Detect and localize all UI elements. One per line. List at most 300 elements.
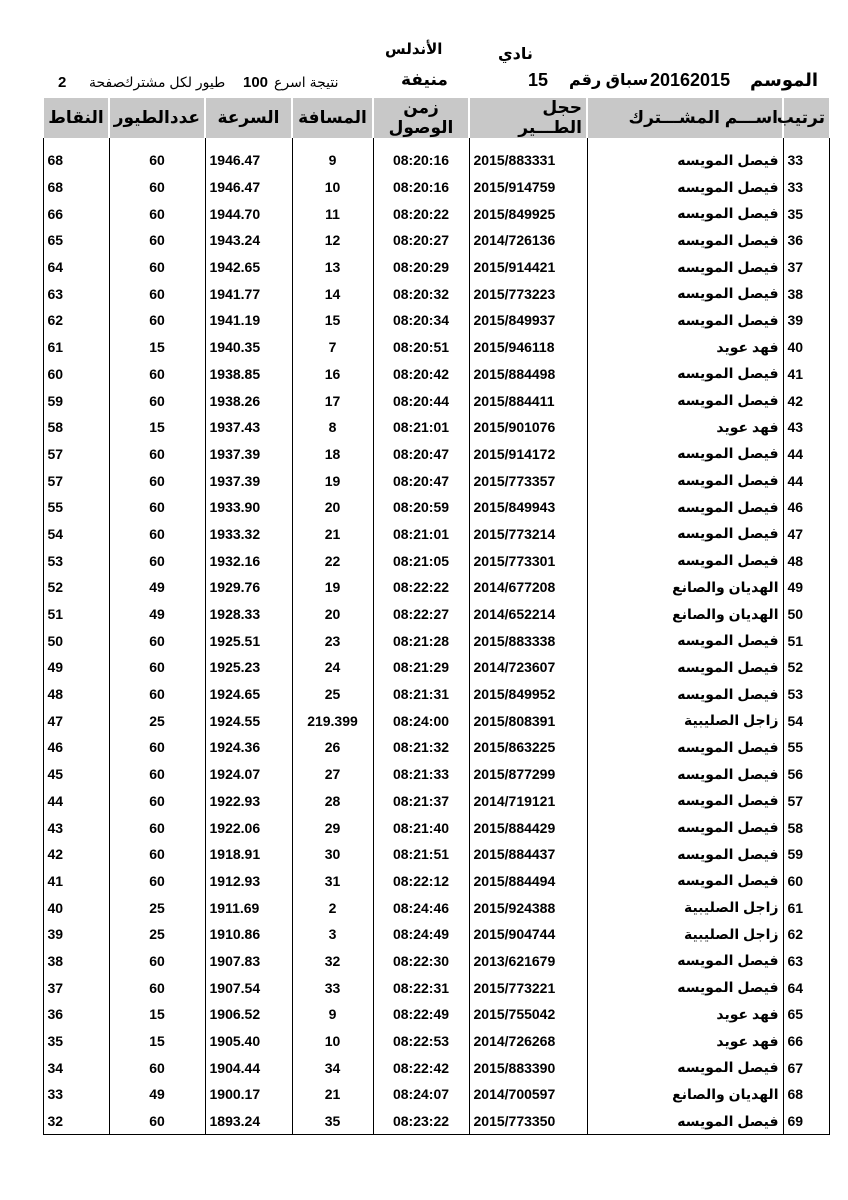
cell-member: فيصل المويسه bbox=[587, 254, 783, 281]
cell-arrival: 08:20:29 bbox=[373, 254, 469, 281]
cell-ring: 2015/901076 bbox=[469, 414, 587, 441]
table-row bbox=[43, 494, 829, 521]
cell-speed: 1940.35 bbox=[205, 334, 292, 361]
cell-member: الهديان والصانع bbox=[587, 574, 783, 601]
cell-rank: 57 bbox=[783, 788, 829, 815]
cell-points: 47 bbox=[43, 707, 109, 734]
cell-rank: 49 bbox=[783, 574, 829, 601]
cell-points: 57 bbox=[43, 467, 109, 494]
table-row bbox=[43, 1028, 829, 1055]
cell-member: فيصل المويسه bbox=[587, 974, 783, 1001]
cell-speed: 1946.47 bbox=[205, 174, 292, 201]
cell-points: 32 bbox=[43, 1108, 109, 1135]
table-row bbox=[43, 521, 829, 548]
cell-arrival: 08:22:53 bbox=[373, 1028, 469, 1055]
cell-rank: 40 bbox=[783, 334, 829, 361]
cell-ring: 2015/849952 bbox=[469, 681, 587, 708]
season-value: 20162015 bbox=[650, 70, 731, 90]
cell-points: 34 bbox=[43, 1054, 109, 1081]
table-row bbox=[43, 307, 829, 334]
cell-rank: 55 bbox=[783, 734, 829, 761]
cell-distance: 24 bbox=[292, 654, 373, 681]
cell-birds: 60 bbox=[109, 948, 205, 975]
cell-birds: 15 bbox=[109, 334, 205, 361]
cell-birds: 60 bbox=[109, 280, 205, 307]
location: منيفة bbox=[401, 70, 448, 89]
cell-ring: 2015/883338 bbox=[469, 627, 587, 654]
cell-rank: 46 bbox=[783, 494, 829, 521]
cell-distance: 2 bbox=[292, 894, 373, 921]
cell-distance: 33 bbox=[292, 974, 373, 1001]
cell-distance: 31 bbox=[292, 868, 373, 895]
cell-ring: 2015/884494 bbox=[469, 868, 587, 895]
cell-rank: 44 bbox=[783, 467, 829, 494]
cell-birds: 60 bbox=[109, 174, 205, 201]
cell-ring: 2015/914421 bbox=[469, 254, 587, 281]
cell-ring: 2015/884437 bbox=[469, 841, 587, 868]
cell-speed: 1911.69 bbox=[205, 894, 292, 921]
cell-birds: 60 bbox=[109, 200, 205, 227]
cell-points: 58 bbox=[43, 414, 109, 441]
cell-birds: 60 bbox=[109, 254, 205, 281]
cell-birds: 60 bbox=[109, 361, 205, 388]
table-row bbox=[43, 814, 829, 841]
cell-points: 61 bbox=[43, 334, 109, 361]
cell-birds: 49 bbox=[109, 601, 205, 628]
cell-rank: 33 bbox=[783, 174, 829, 201]
cell-rank: 67 bbox=[783, 1054, 829, 1081]
cell-speed: 1924.65 bbox=[205, 681, 292, 708]
cell-member: فيصل المويسه bbox=[587, 280, 783, 307]
cell-speed: 1928.33 bbox=[205, 601, 292, 628]
table-row bbox=[43, 280, 829, 307]
cell-speed: 1937.39 bbox=[205, 467, 292, 494]
table-row bbox=[43, 681, 829, 708]
cell-rank: 54 bbox=[783, 707, 829, 734]
cell-arrival: 08:22:31 bbox=[373, 974, 469, 1001]
cell-arrival: 08:20:34 bbox=[373, 307, 469, 334]
cell-birds: 60 bbox=[109, 868, 205, 895]
cell-member: فيصل المويسه bbox=[587, 681, 783, 708]
cell-distance: 28 bbox=[292, 788, 373, 815]
cell-distance: 12 bbox=[292, 227, 373, 254]
cell-rank: 68 bbox=[783, 1081, 829, 1108]
cell-distance: 9 bbox=[292, 147, 373, 174]
cell-points: 33 bbox=[43, 1081, 109, 1108]
table-row bbox=[43, 841, 829, 868]
table-row bbox=[43, 734, 829, 761]
cell-rank: 52 bbox=[783, 654, 829, 681]
cell-points: 55 bbox=[43, 494, 109, 521]
cell-ring: 2015/773357 bbox=[469, 467, 587, 494]
cell-rank: 64 bbox=[783, 974, 829, 1001]
cell-rank: 44 bbox=[783, 441, 829, 468]
cell-rank: 36 bbox=[783, 227, 829, 254]
cell-points: 65 bbox=[43, 227, 109, 254]
table-row bbox=[43, 788, 829, 815]
col-rank: ترتيب bbox=[783, 98, 829, 138]
table-row bbox=[43, 547, 829, 574]
cell-distance: 9 bbox=[292, 1001, 373, 1028]
cell-member: فيصل المويسه bbox=[587, 361, 783, 388]
cell-points: 60 bbox=[43, 361, 109, 388]
cell-speed: 1924.55 bbox=[205, 707, 292, 734]
cell-rank: 69 bbox=[783, 1108, 829, 1135]
cell-points: 45 bbox=[43, 761, 109, 788]
cell-distance: 18 bbox=[292, 441, 373, 468]
cell-member: فيصل المويسه bbox=[587, 814, 783, 841]
table-row bbox=[43, 1081, 829, 1108]
cell-distance: 21 bbox=[292, 1081, 373, 1108]
cell-speed: 1944.70 bbox=[205, 200, 292, 227]
cell-member: فيصل المويسه bbox=[587, 547, 783, 574]
cell-ring: 2014/726268 bbox=[469, 1028, 587, 1055]
cell-points: 52 bbox=[43, 574, 109, 601]
table-row bbox=[43, 1001, 829, 1028]
cell-points: 39 bbox=[43, 921, 109, 948]
cell-distance: 15 bbox=[292, 307, 373, 334]
cell-arrival: 08:22:22 bbox=[373, 574, 469, 601]
table-row bbox=[43, 761, 829, 788]
table-row bbox=[43, 414, 829, 441]
cell-arrival: 08:20:27 bbox=[373, 227, 469, 254]
col-distance: المسافة bbox=[292, 98, 373, 138]
cell-arrival: 08:20:47 bbox=[373, 441, 469, 468]
cell-points: 53 bbox=[43, 547, 109, 574]
cell-arrival: 08:23:22 bbox=[373, 1108, 469, 1135]
cell-arrival: 08:21:01 bbox=[373, 414, 469, 441]
cell-points: 63 bbox=[43, 280, 109, 307]
cell-points: 43 bbox=[43, 814, 109, 841]
cell-birds: 60 bbox=[109, 841, 205, 868]
cell-birds: 60 bbox=[109, 307, 205, 334]
cell-member: فيصل المويسه bbox=[587, 734, 783, 761]
result-count: 100 bbox=[243, 74, 269, 91]
col-arrival: زمن الوصول bbox=[373, 98, 469, 138]
table-row bbox=[43, 574, 829, 601]
cell-distance: 11 bbox=[292, 200, 373, 227]
cell-points: 42 bbox=[43, 841, 109, 868]
cell-rank: 65 bbox=[783, 1001, 829, 1028]
cell-member: فيصل المويسه bbox=[587, 1054, 783, 1081]
cell-speed: 1925.23 bbox=[205, 654, 292, 681]
race-label: سباق رقم bbox=[569, 72, 649, 89]
cell-ring: 2015/773301 bbox=[469, 547, 587, 574]
cell-rank: 58 bbox=[783, 814, 829, 841]
cell-points: 40 bbox=[43, 894, 109, 921]
cell-points: 59 bbox=[43, 387, 109, 414]
cell-arrival: 08:20:16 bbox=[373, 174, 469, 201]
cell-points: 41 bbox=[43, 868, 109, 895]
cell-speed: 1932.16 bbox=[205, 547, 292, 574]
cell-birds: 60 bbox=[109, 627, 205, 654]
cell-rank: 50 bbox=[783, 601, 829, 628]
cell-ring: 2015/904744 bbox=[469, 921, 587, 948]
cell-arrival: 08:20:22 bbox=[373, 200, 469, 227]
cell-points: 46 bbox=[43, 734, 109, 761]
cell-arrival: 08:22:42 bbox=[373, 1054, 469, 1081]
cell-member: زاجل الصليبية bbox=[587, 707, 783, 734]
cell-birds: 60 bbox=[109, 814, 205, 841]
spacer-row bbox=[43, 138, 829, 147]
table-row bbox=[43, 707, 829, 734]
cell-distance: 25 bbox=[292, 681, 373, 708]
cell-arrival: 08:21:32 bbox=[373, 734, 469, 761]
cell-member: فيصل المويسه bbox=[587, 868, 783, 895]
col-points: النقاط bbox=[43, 98, 109, 138]
cell-ring: 2014/677208 bbox=[469, 574, 587, 601]
cell-birds: 60 bbox=[109, 441, 205, 468]
table-row bbox=[43, 627, 829, 654]
cell-ring: 2015/849937 bbox=[469, 307, 587, 334]
cell-member: فيصل المويسه bbox=[587, 521, 783, 548]
cell-speed: 1941.77 bbox=[205, 280, 292, 307]
cell-points: 36 bbox=[43, 1001, 109, 1028]
cell-points: 64 bbox=[43, 254, 109, 281]
cell-speed: 1907.83 bbox=[205, 948, 292, 975]
table-row bbox=[43, 868, 829, 895]
cell-ring: 2015/773221 bbox=[469, 974, 587, 1001]
cell-distance: 19 bbox=[292, 467, 373, 494]
cell-ring: 2015/863225 bbox=[469, 734, 587, 761]
cell-speed: 1910.86 bbox=[205, 921, 292, 948]
cell-distance: 10 bbox=[292, 1028, 373, 1055]
cell-ring: 2015/883390 bbox=[469, 1054, 587, 1081]
table-row bbox=[43, 441, 829, 468]
cell-ring: 2015/877299 bbox=[469, 761, 587, 788]
table-row bbox=[43, 334, 829, 361]
cell-arrival: 08:21:51 bbox=[373, 841, 469, 868]
cell-distance: 26 bbox=[292, 734, 373, 761]
cell-arrival: 08:22:49 bbox=[373, 1001, 469, 1028]
cell-distance: 20 bbox=[292, 494, 373, 521]
cell-points: 49 bbox=[43, 654, 109, 681]
cell-ring: 2014/726136 bbox=[469, 227, 587, 254]
cell-points: 68 bbox=[43, 174, 109, 201]
cell-distance: 19 bbox=[292, 574, 373, 601]
cell-arrival: 08:20:59 bbox=[373, 494, 469, 521]
table-row bbox=[43, 974, 829, 1001]
cell-member: فهد عويد bbox=[587, 1001, 783, 1028]
table-row bbox=[43, 1108, 829, 1135]
cell-speed: 1943.24 bbox=[205, 227, 292, 254]
cell-distance: 27 bbox=[292, 761, 373, 788]
cell-rank: 41 bbox=[783, 361, 829, 388]
cell-rank: 63 bbox=[783, 948, 829, 975]
cell-arrival: 08:22:27 bbox=[373, 601, 469, 628]
cell-points: 35 bbox=[43, 1028, 109, 1055]
cell-points: 54 bbox=[43, 521, 109, 548]
cell-speed: 1893.24 bbox=[205, 1108, 292, 1135]
table-row bbox=[43, 227, 829, 254]
cell-ring: 2015/808391 bbox=[469, 707, 587, 734]
cell-ring: 2015/884498 bbox=[469, 361, 587, 388]
cell-arrival: 08:21:29 bbox=[373, 654, 469, 681]
cell-member: فيصل المويسه bbox=[587, 174, 783, 201]
cell-arrival: 08:22:12 bbox=[373, 868, 469, 895]
table-row bbox=[43, 1054, 829, 1081]
cell-rank: 60 bbox=[783, 868, 829, 895]
cell-birds: 60 bbox=[109, 227, 205, 254]
cell-member: فيصل المويسه bbox=[587, 467, 783, 494]
cell-member: زاجل الصليبية bbox=[587, 921, 783, 948]
cell-distance: 10 bbox=[292, 174, 373, 201]
cell-distance: 8 bbox=[292, 414, 373, 441]
table-row bbox=[43, 921, 829, 948]
cell-rank: 47 bbox=[783, 521, 829, 548]
cell-ring: 2014/700597 bbox=[469, 1081, 587, 1108]
cell-member: فيصل المويسه bbox=[587, 1108, 783, 1135]
cell-rank: 48 bbox=[783, 547, 829, 574]
per-member-label: طيور لكل مشترك bbox=[122, 74, 226, 90]
page-label: صفحة bbox=[89, 74, 125, 90]
table-row bbox=[43, 894, 829, 921]
cell-distance: 17 bbox=[292, 387, 373, 414]
cell-ring: 2015/914759 bbox=[469, 174, 587, 201]
cell-member: فيصل المويسه bbox=[587, 147, 783, 174]
cell-arrival: 08:24:00 bbox=[373, 707, 469, 734]
cell-birds: 60 bbox=[109, 734, 205, 761]
cell-birds: 60 bbox=[109, 1108, 205, 1135]
cell-arrival: 08:21:37 bbox=[373, 788, 469, 815]
cell-birds: 60 bbox=[109, 494, 205, 521]
cell-rank: 38 bbox=[783, 280, 829, 307]
cell-arrival: 08:21:31 bbox=[373, 681, 469, 708]
cell-member: فيصل المويسه bbox=[587, 441, 783, 468]
cell-arrival: 08:21:05 bbox=[373, 547, 469, 574]
cell-arrival: 08:21:28 bbox=[373, 627, 469, 654]
cell-ring: 2015/849925 bbox=[469, 200, 587, 227]
cell-speed: 1905.40 bbox=[205, 1028, 292, 1055]
cell-member: فهد عويد bbox=[587, 1028, 783, 1055]
cell-points: 48 bbox=[43, 681, 109, 708]
cell-distance: 32 bbox=[292, 948, 373, 975]
cell-speed: 1925.51 bbox=[205, 627, 292, 654]
cell-speed: 1937.39 bbox=[205, 441, 292, 468]
cell-birds: 60 bbox=[109, 521, 205, 548]
cell-points: 68 bbox=[43, 147, 109, 174]
cell-rank: 56 bbox=[783, 761, 829, 788]
cell-distance: 16 bbox=[292, 361, 373, 388]
cell-speed: 1922.93 bbox=[205, 788, 292, 815]
cell-rank: 42 bbox=[783, 387, 829, 414]
cell-birds: 15 bbox=[109, 1028, 205, 1055]
cell-arrival: 08:20:47 bbox=[373, 467, 469, 494]
cell-birds: 60 bbox=[109, 147, 205, 174]
cell-arrival: 08:20:44 bbox=[373, 387, 469, 414]
cell-arrival: 08:24:46 bbox=[373, 894, 469, 921]
cell-distance: 29 bbox=[292, 814, 373, 841]
cell-member: فهد عويد bbox=[587, 334, 783, 361]
cell-speed: 1937.43 bbox=[205, 414, 292, 441]
cell-ring: 2015/883331 bbox=[469, 147, 587, 174]
cell-points: 38 bbox=[43, 948, 109, 975]
cell-distance: 3 bbox=[292, 921, 373, 948]
header-row bbox=[43, 98, 829, 138]
cell-rank: 59 bbox=[783, 841, 829, 868]
cell-ring: 2015/946118 bbox=[469, 334, 587, 361]
cell-points: 57 bbox=[43, 441, 109, 468]
table-row bbox=[43, 254, 829, 281]
cell-birds: 49 bbox=[109, 574, 205, 601]
cell-speed: 1938.85 bbox=[205, 361, 292, 388]
results-table bbox=[42, 98, 830, 1135]
cell-speed: 1946.47 bbox=[205, 147, 292, 174]
season-label: الموسم bbox=[750, 70, 819, 90]
cell-distance: 21 bbox=[292, 521, 373, 548]
table-row bbox=[43, 654, 829, 681]
cell-rank: 66 bbox=[783, 1028, 829, 1055]
cell-ring: 2015/849943 bbox=[469, 494, 587, 521]
cell-distance: 30 bbox=[292, 841, 373, 868]
cell-points: 66 bbox=[43, 200, 109, 227]
cell-member: فيصل المويسه bbox=[587, 841, 783, 868]
cell-birds: 60 bbox=[109, 761, 205, 788]
cell-arrival: 08:21:40 bbox=[373, 814, 469, 841]
cell-speed: 1904.44 bbox=[205, 1054, 292, 1081]
result-label: نتيجة اسرع bbox=[274, 74, 339, 90]
cell-member: فيصل المويسه bbox=[587, 948, 783, 975]
cell-rank: 61 bbox=[783, 894, 829, 921]
table-row bbox=[43, 147, 829, 174]
cell-ring: 2014/723607 bbox=[469, 654, 587, 681]
cell-ring: 2015/924388 bbox=[469, 894, 587, 921]
cell-member: فهد عويد bbox=[587, 414, 783, 441]
cell-distance: 35 bbox=[292, 1108, 373, 1135]
cell-rank: 37 bbox=[783, 254, 829, 281]
cell-arrival: 08:24:49 bbox=[373, 921, 469, 948]
table-row bbox=[43, 387, 829, 414]
cell-speed: 1918.91 bbox=[205, 841, 292, 868]
table-row bbox=[43, 174, 829, 201]
cell-arrival: 08:21:01 bbox=[373, 521, 469, 548]
cell-ring: 2014/652214 bbox=[469, 601, 587, 628]
cell-birds: 60 bbox=[109, 681, 205, 708]
cell-birds: 60 bbox=[109, 974, 205, 1001]
cell-points: 44 bbox=[43, 788, 109, 815]
cell-ring: 2015/884411 bbox=[469, 387, 587, 414]
cell-member: فيصل المويسه bbox=[587, 200, 783, 227]
cell-ring: 2015/914172 bbox=[469, 441, 587, 468]
cell-speed: 1912.93 bbox=[205, 868, 292, 895]
cell-speed: 1922.06 bbox=[205, 814, 292, 841]
cell-distance: 23 bbox=[292, 627, 373, 654]
cell-birds: 60 bbox=[109, 1054, 205, 1081]
cell-birds: 15 bbox=[109, 1001, 205, 1028]
cell-speed: 1924.36 bbox=[205, 734, 292, 761]
cell-ring: 2015/773350 bbox=[469, 1108, 587, 1135]
cell-birds: 60 bbox=[109, 547, 205, 574]
cell-ring: 2015/755042 bbox=[469, 1001, 587, 1028]
club-label: نادي bbox=[498, 46, 533, 63]
cell-points: 51 bbox=[43, 601, 109, 628]
cell-rank: 33 bbox=[783, 147, 829, 174]
cell-birds: 25 bbox=[109, 921, 205, 948]
cell-arrival: 08:21:33 bbox=[373, 761, 469, 788]
cell-member: فيصل المويسه bbox=[587, 654, 783, 681]
cell-speed: 1942.65 bbox=[205, 254, 292, 281]
cell-distance: 22 bbox=[292, 547, 373, 574]
cell-speed: 1941.19 bbox=[205, 307, 292, 334]
col-ring: حجل الطـــير bbox=[469, 98, 587, 138]
cell-rank: 35 bbox=[783, 200, 829, 227]
cell-points: 50 bbox=[43, 627, 109, 654]
cell-member: فيصل المويسه bbox=[587, 788, 783, 815]
cell-ring: 2015/773223 bbox=[469, 280, 587, 307]
cell-distance: 7 bbox=[292, 334, 373, 361]
page-number: 2 bbox=[58, 74, 67, 91]
cell-distance: 13 bbox=[292, 254, 373, 281]
